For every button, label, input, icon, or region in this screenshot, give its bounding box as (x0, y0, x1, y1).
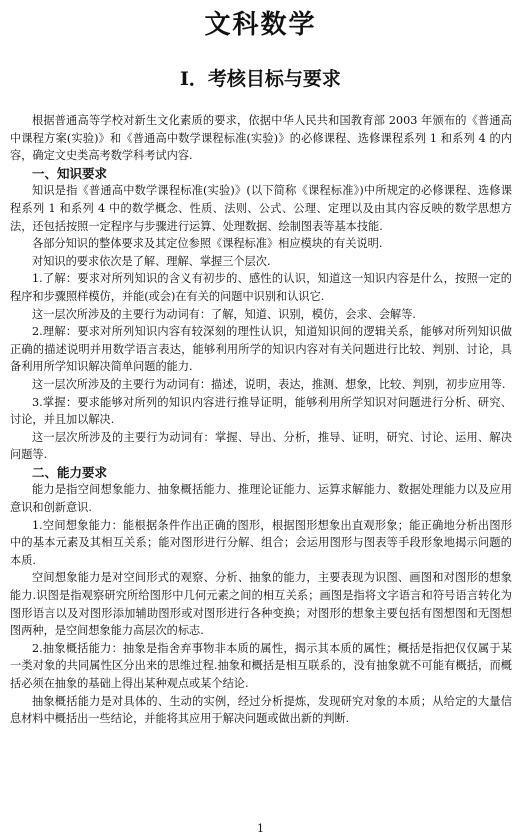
paragraph: 能力是指空间想象能力、抽象概括能力、推理论证能力、运算求解能力、数据处理能力以及应用意识和创新意识. (10, 483, 512, 515)
intro-paragraph: 根据普通高等学校对新生文化素质的要求，依据中华人民共和国教育部 2003 年颁布的《普通高中课程方案(实验)》和《普通高中数学课程标准(实验)》的必修课程、选修课程系列 1 和系列 4 的内容，确定文史类高考数学科考试内容. (10, 114, 512, 163)
paragraph: 这一层次所涉及的主要行为动词有：了解，知道、识别，模仿，会求、会解等. (32, 307, 416, 321)
section-title: Ⅰ．考核目标与要求 (180, 68, 341, 90)
paragraph: 各部分知识的整体要求及其定位参照《课程标准》相应模块的有关说明. (32, 237, 383, 251)
paragraph: 3.掌握：要求能够对所列的知识内容进行推导证明，能够利用所学知识对问题进行分析、研究、讨论，并且加以解决. (10, 395, 512, 427)
paragraph: 这一层次所涉及的主要行为动词有：描述，说明，表达，推测、想象，比较、判别，初步应用等. (32, 377, 506, 391)
page-number: 1 (257, 822, 264, 835)
heading-knowledge-requirements: 一、知识要求 (32, 165, 108, 181)
paragraph: 1.了解：要求对所列知识的含义有初步的、感性的认识，知道这一知识内容是什么，按照一定的程序和步骤照样模仿，并能(或会)在有关的问题中识别和认识它. (10, 272, 512, 303)
document-body (10, 112, 512, 728)
paragraph: 抽象概括能力是对具体的、生动的实例，经过分析提炼，发现研究对象的本质；从给定的大量信息材料中概括出一些结论，并能将其应用于解决问题或做出新的判断. (10, 694, 512, 726)
heading-ability-requirements: 二、能力要求 (32, 464, 108, 480)
page-title: 文科数学 (204, 10, 317, 40)
paragraph: 知识是指《普通高中数学课程标准(实验)》(以下简称《课程标准》)中所规定的必修课程、选修课程系列 1 和系列 4 中的数学概念、性质、法则、公式、公理、定理以及由其内容反映的数学思想方法，还包括按照一定程序与步骤进行运算、处理数据、绘制图表等基本技能. (10, 184, 512, 233)
paragraph: 2.理解：要求对所列知识内容有较深刻的理性认识，知道知识间的逻辑关系，能够对所列知识做正确的描述说明并用数学语言表达，能够利用所学的知识内容对有关问题进行比较、判别、讨论，具备利用所学知识解决简单问题的能力. (10, 325, 512, 374)
paragraph: 2.抽象概括能力：抽象是指舍弃事物非本质的属性，揭示其本质的属性；概括是指把仅仅属于某一类对象的共同属性区分出来的思维过程.抽象和概括是相互联系的，没有抽象就不可能有概括，而概括必须在抽象的基础上得出某种观点或某个结论. (10, 641, 512, 690)
paragraph: 对知识的要求依次是了解、理解、掌握三个层次. (32, 254, 271, 268)
paragraph: 空间想象能力是对空间形式的观察、分析、抽象的能力，主要表现为识图、画图和对图形的想象能力.识图是指观察研究所给图形中几何元素之间的相互关系；画图是指将文字语言和符号语言转化为图形语言以及对图形添加辅助图形或对图形进行各种变换；对图形的想象主要包括有图想图和无图想图两种，是空间想象能力高层次的标志. (10, 571, 512, 638)
paragraph: 1.空间想象能力：能根据条件作出正确的图形，根据图形想象出直观形象；能正确地分析出图形中的基本元素及其相互关系；能对图形进行分解、组合；会运用图形与图表等手段形象地揭示问题的本质. (10, 518, 512, 567)
paragraph: 这一层次所涉及的主要行为动词有：掌握、导出、分析，推导、证明，研究、讨论、运用、解决问题等. (10, 430, 512, 462)
